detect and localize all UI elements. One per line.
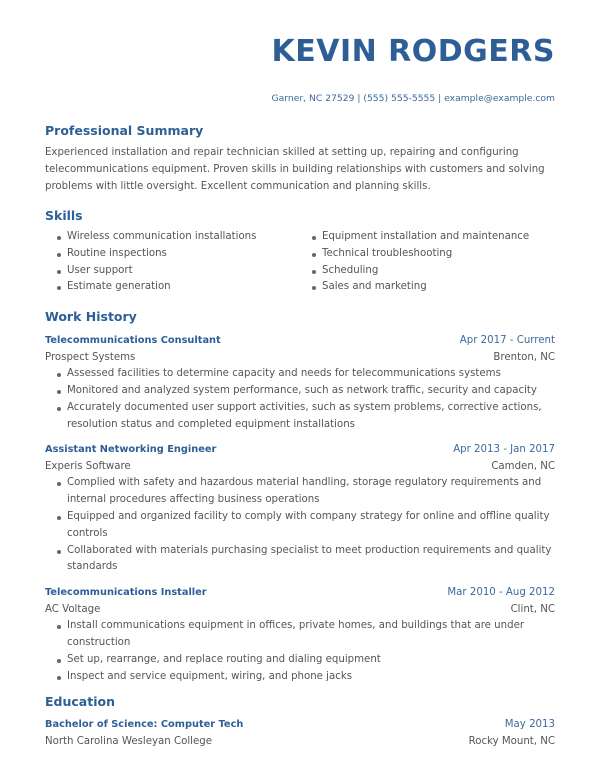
job-bullets bbox=[45, 366, 555, 433]
job-bullet: Equipped and organized facility to comply with company strategy for online and offline quality controls bbox=[57, 509, 555, 543]
work-history-section bbox=[45, 308, 555, 685]
job-bullet: Accurately documented user support activities, such as system problems, corrective actions, resolution status and completed equipment installations bbox=[57, 400, 555, 434]
skill-item: User support bbox=[57, 263, 300, 280]
job-bullet: Set up, rearrange, and replace routing and dialing equipment bbox=[57, 652, 555, 669]
education-date: May 2013 bbox=[504, 719, 555, 731]
company: Experis Software bbox=[45, 461, 131, 473]
job-location: Brenton, NC bbox=[493, 352, 555, 364]
skill-item: Sales and marketing bbox=[312, 279, 555, 296]
skill-item: Technical troubleshooting bbox=[312, 246, 555, 263]
job-bullet: Complied with safety and hazardous material handling, storage regulatory requirements and internal procedures affecting business operations bbox=[57, 475, 555, 509]
skills-section bbox=[45, 207, 555, 296]
education-section bbox=[45, 693, 555, 750]
section-heading: Professional Summary bbox=[45, 123, 204, 138]
section-heading: Education bbox=[45, 694, 115, 710]
job-location: Camden, NC bbox=[491, 461, 555, 473]
job-entry bbox=[45, 584, 555, 685]
job-dates: Apr 2017 - Current bbox=[459, 335, 555, 347]
job-bullet: Collaborated with materials purchasing specialist to meet production requirements and quality standards bbox=[57, 543, 555, 577]
job-location: Clint, NC bbox=[510, 604, 555, 616]
skill-item: Wireless communication installations bbox=[57, 229, 300, 246]
school-location: Rocky Mount, NC bbox=[468, 736, 555, 748]
company: AC Voltage bbox=[45, 604, 101, 616]
job-bullet: Install communications equipment in offices, private homes, and buildings that are under construction bbox=[57, 618, 555, 652]
job-bullets bbox=[45, 618, 555, 685]
school: North Carolina Wesleyan College bbox=[45, 736, 213, 748]
job-bullet: Inspect and service equipment, wiring, and phone jacks bbox=[57, 669, 555, 686]
skill-item: Estimate generation bbox=[57, 279, 300, 296]
job-entry bbox=[45, 441, 555, 576]
job-title: Telecommunications Consultant bbox=[45, 335, 221, 347]
job-entry bbox=[45, 332, 555, 433]
skills-list-right bbox=[300, 229, 555, 296]
job-title: Telecommunications Installer bbox=[45, 587, 207, 599]
job-dates: Apr 2013 - Jan 2017 bbox=[453, 444, 555, 456]
job-bullet: Monitored and analyzed system performance, such as network traffic, security and capacity bbox=[57, 383, 555, 400]
job-bullets bbox=[45, 475, 555, 576]
job-dates: Mar 2010 - Aug 2012 bbox=[447, 587, 555, 599]
skill-item: Equipment installation and maintenance bbox=[312, 229, 555, 246]
contact-info: Garner, NC 27529 | (555) 555-5555 | example@example.com bbox=[271, 93, 555, 104]
skills-list-left bbox=[45, 229, 300, 296]
company: Prospect Systems bbox=[45, 352, 136, 364]
summary-section bbox=[45, 122, 555, 195]
skill-item: Scheduling bbox=[312, 263, 555, 280]
degree: Bachelor of Science: Computer Tech bbox=[45, 719, 244, 731]
section-heading: Skills bbox=[45, 208, 83, 223]
summary-text: Experienced installation and repair technician skilled at setting up, repairing and configuring telecommunications equipment. Proven skills in building relationships with customers and solving problems with little oversight. Excellent communication and planning skills. bbox=[45, 147, 545, 192]
job-bullet: Assessed facilities to determine capacity and needs for telecommunications systems bbox=[57, 366, 555, 383]
section-heading: Work History bbox=[45, 309, 137, 325]
candidate-name: KEVIN RODGERS bbox=[271, 34, 555, 69]
skill-item: Routine inspections bbox=[57, 246, 300, 263]
job-title: Assistant Networking Engineer bbox=[45, 444, 217, 456]
